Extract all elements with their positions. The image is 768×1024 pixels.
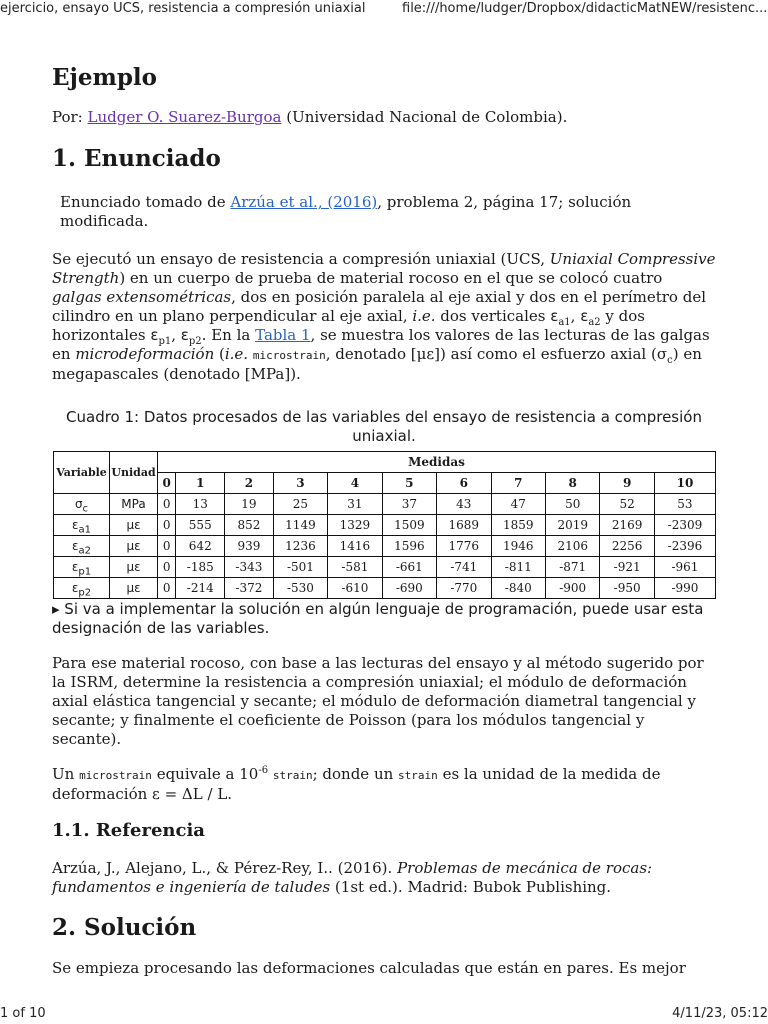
variable-cell (54, 494, 110, 515)
text: ) en un cuerpo de prueba de material rocoso en el que se colocó cuatro (119, 269, 663, 287)
table-cell: -871 (545, 557, 599, 578)
page-counter: 1 of 10 (0, 1006, 46, 1021)
table-cell: -661 (382, 557, 436, 578)
print-footer (0, 1006, 768, 1024)
subsection-title: 1.1. Referencia (52, 820, 205, 841)
text: , (570, 307, 581, 325)
table-row (54, 557, 716, 578)
text: Arzúa, J., Alejano, L., & Pérez-Rey, I.. (2016). (52, 859, 398, 877)
table-cell: -372 (225, 578, 274, 599)
table-cell: 939 (225, 536, 274, 557)
variable-symbol: σ (74, 497, 83, 511)
table-cell: 0 (158, 494, 176, 515)
unit-cell: με (110, 536, 158, 557)
source-link[interactable]: Arzúa et al., (2016) (230, 193, 378, 211)
page-title: Ejemplo (52, 64, 157, 91)
exponent: -6 (258, 765, 269, 776)
inline-code: microstrain (252, 349, 326, 362)
text: , se muestra los valores de las lecturas de las galgas en (52, 326, 710, 363)
variables-disclosure[interactable]: ▸ Si va a implementar la solución en algún lenguaje de programación, puede usar esta designación de las variables. (52, 600, 704, 637)
measure-index-header: 7 (491, 473, 545, 494)
symbol-subscript: a1 (558, 317, 571, 328)
table-cell: 13 (176, 494, 225, 515)
table-cell: -2396 (654, 536, 715, 557)
measure-index-header: 9 (600, 473, 654, 494)
variable-subscript: a1 (78, 524, 91, 536)
print-datetime: 4/11/23, 05:12 (672, 1006, 768, 1021)
symbol-subscript: c (667, 355, 673, 366)
text: ( (214, 345, 225, 363)
problem-question: Para ese material rocoso, con base a las lecturas del ensayo y al método sugerido por la ISRM, determine la resistencia a compresión uniaxial; el módulo de deformación axial elástica tangencial y secante; el módulo de deformación diametral tangencial y secante; y finalmente el coeficiente de Poisson (para los módulos tangencial y secante). (52, 654, 704, 748)
table-cell: 1236 (273, 536, 327, 557)
table-cell: -581 (328, 557, 382, 578)
table-cell: 1689 (437, 515, 491, 536)
unit-cell: με (110, 515, 158, 536)
table-cell: 1149 (273, 515, 327, 536)
text: Se ejecutó un ensayo de resistencia a compresión uniaxial (UCS, (52, 250, 550, 268)
table-cell: -990 (654, 578, 715, 599)
section-1-title: 1. Enunciado (52, 145, 221, 172)
term-italic: microdeformación (75, 345, 215, 363)
text: , (171, 326, 181, 344)
inline-code: microstrain (79, 769, 152, 782)
table-cell: -741 (437, 557, 491, 578)
table-cell: 53 (654, 494, 715, 515)
table-cell: 19 (225, 494, 274, 515)
variable-cell (54, 578, 110, 599)
unit-cell: με (110, 578, 158, 599)
author-prefix: Por: (52, 108, 88, 126)
text: ; donde un (312, 765, 399, 783)
text: es la unidad de la medida de deformación ε = ΔL / L. (52, 765, 661, 803)
variable-cell (54, 557, 110, 578)
table-cell: -185 (176, 557, 225, 578)
table-cell: 47 (491, 494, 545, 515)
table-cell: -900 (545, 578, 599, 599)
variable-symbol: ε (71, 560, 79, 574)
table-cell: 2019 (545, 515, 599, 536)
column-header-variable: Variable (54, 452, 110, 494)
table-row (54, 578, 716, 599)
table-cell: -2309 (654, 515, 715, 536)
symbol-epsilon: ε (580, 307, 589, 325)
text: Un (52, 765, 80, 783)
section-2-title: 2. Solución (52, 914, 197, 941)
term-italic: Uniaxial Compressive Strength (52, 250, 716, 287)
table-cell: 642 (176, 536, 225, 557)
table-cell: -690 (382, 578, 436, 599)
text: y dos horizontales (52, 307, 645, 344)
text: (1st ed.). Madrid: Bubok Publishing. (330, 878, 612, 896)
table-cell: -343 (225, 557, 274, 578)
table-cell: -811 (491, 557, 545, 578)
table-cell: 1946 (491, 536, 545, 557)
measure-index-header: 5 (382, 473, 436, 494)
measure-index-header: 4 (328, 473, 382, 494)
text: , dos en posición paralela al eje axial y dos en el perímetro del cilindro en un plano perpendicular al eje axial, (52, 288, 706, 325)
symbol-subscript: a2 (588, 317, 601, 328)
author-line (52, 108, 716, 127)
table-row (54, 536, 716, 557)
table-cell: 0 (158, 536, 176, 557)
unit-cell: με (110, 557, 158, 578)
variable-symbol: ε (72, 518, 79, 532)
variable-cell (54, 536, 110, 557)
measure-index-header: 8 (545, 473, 599, 494)
table-1-link[interactable]: Tabla 1 (255, 326, 311, 344)
reference-entry (52, 859, 716, 897)
text: , denotado [με]) así como el esfuerzo axial (σ (325, 345, 668, 363)
table-cell: 31 (328, 494, 382, 515)
table-cell: -921 (600, 557, 654, 578)
table-cell: 0 (158, 515, 176, 536)
table-cell: 2256 (600, 536, 654, 557)
measure-index-header: 10 (654, 473, 715, 494)
table-cell: -950 (600, 578, 654, 599)
variable-subscript: c (82, 503, 89, 515)
table-cell: 555 (176, 515, 225, 536)
inline-code: strain (398, 769, 438, 782)
table-body (54, 494, 716, 599)
term-italic: i.e. (224, 345, 249, 363)
variable-subscript: p2 (78, 587, 92, 599)
variable-cell (54, 515, 110, 536)
inline-code: strain (272, 769, 313, 782)
variable-subscript: a2 (78, 545, 91, 557)
text: dos verticales (435, 307, 551, 325)
solution-intro: Se empieza procesando las deformaciones calculadas que están en pares. Es mejor (52, 959, 686, 977)
table-cell: -610 (328, 578, 382, 599)
table-cell: -840 (491, 578, 545, 599)
table-cell: 1416 (328, 536, 382, 557)
table-cell: -770 (437, 578, 491, 599)
units-note (52, 765, 716, 804)
measure-index-header: 2 (225, 473, 274, 494)
table-cell: 0 (158, 578, 176, 599)
table-cell: 52 (600, 494, 654, 515)
table-cell: 37 (382, 494, 436, 515)
source-suffix: , problema 2, página 17; solución modificada. (60, 193, 632, 230)
author-affiliation: (Universidad Nacional de Colombia). (281, 108, 568, 126)
symbol-epsilon: ε (550, 307, 559, 325)
print-header (0, 0, 768, 20)
print-page-url: file:///home/ludger/Dropbox/didacticMatNEW/resistenc... (402, 1, 768, 16)
table-cell: -961 (654, 557, 715, 578)
measure-index-header: 1 (176, 473, 225, 494)
table-cell: 43 (437, 494, 491, 515)
table-cell: 1509 (382, 515, 436, 536)
document-body (52, 62, 716, 978)
table-row (54, 515, 716, 536)
variable-symbol: ε (72, 539, 79, 553)
text: equivale a 10 (151, 765, 259, 783)
table-cell: -214 (176, 578, 225, 599)
table-cell: -501 (273, 557, 327, 578)
table-cell: 2169 (600, 515, 654, 536)
table-cell: 852 (225, 515, 274, 536)
reference-title: Problemas de mecánica de rocas: fundamentos e ingeniería de taludes (52, 859, 653, 896)
measure-index-header: 6 (437, 473, 491, 494)
table-cell: 1596 (382, 536, 436, 557)
column-header-measures: Medidas (158, 452, 716, 473)
variable-subscript: p1 (78, 566, 92, 578)
symbol-subscript: p2 (188, 336, 202, 347)
data-table (53, 451, 716, 599)
table-cell: 25 (273, 494, 327, 515)
symbol-subscript: p1 (158, 336, 172, 347)
unit-cell: MPa (110, 494, 158, 515)
table-cell: 1329 (328, 515, 382, 536)
symbol-epsilon: ε (150, 326, 159, 344)
table-cell: -530 (273, 578, 327, 599)
measure-index-header: 3 (273, 473, 327, 494)
problem-statement (52, 250, 716, 384)
table-caption: Cuadro 1: Datos procesados de las variables del ensayo de resistencia a compresión uniaxial. (66, 408, 702, 445)
term-italic: galgas extensométricas (52, 288, 232, 306)
term-italic: i.e. (412, 307, 436, 325)
measure-index-header: 0 (158, 473, 176, 494)
table-cell: 50 (545, 494, 599, 515)
text: ) en megapascales (denotado [MPa]). (52, 345, 702, 383)
source-note (60, 193, 716, 231)
table-cell: 1776 (437, 536, 491, 557)
column-header-unit: Unidad (110, 452, 158, 494)
print-page-title: ejercicio, ensayo UCS, resistencia a compresión uniaxial (0, 1, 366, 16)
table-cell: 2106 (545, 536, 599, 557)
table-row (54, 494, 716, 515)
table-cell: 0 (158, 557, 176, 578)
variable-symbol: ε (71, 581, 79, 595)
table-cell: 1859 (491, 515, 545, 536)
author-link[interactable]: Ludger O. Suarez-Burgoa (87, 108, 282, 126)
symbol-epsilon: ε (180, 326, 189, 344)
source-prefix: Enunciado tomado de (60, 193, 231, 211)
text: . En la (201, 326, 256, 344)
table-header-row (54, 452, 716, 473)
